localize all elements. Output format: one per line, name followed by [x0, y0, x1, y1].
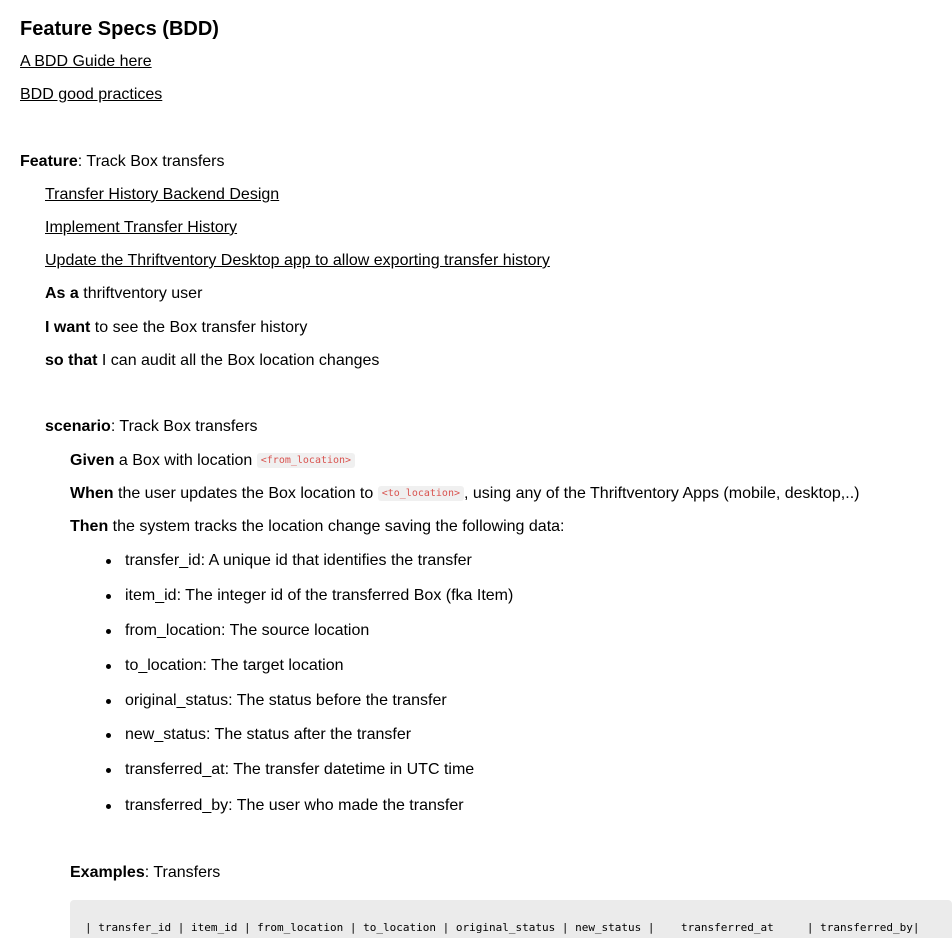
bullet-icon	[106, 559, 111, 564]
feature-heading	[20, 152, 225, 172]
bullet-icon	[106, 804, 111, 809]
implement-transfer-history-link[interactable]: Implement Transfer History	[45, 219, 238, 236]
examples-name: : Transfers	[144, 864, 221, 881]
bdd-guide-link[interactable]: A BDD Guide here	[20, 53, 152, 70]
when-keyword: When	[70, 485, 114, 502]
list-item-text: transfer_id: A unique id that identifies the transfer	[125, 552, 472, 569]
when-step	[70, 484, 859, 506]
list-item-text: original_status: The status before the transfer	[125, 692, 447, 709]
as-a-keyword: As a	[45, 285, 79, 302]
so-that-line	[45, 351, 379, 371]
i-want-line	[45, 318, 307, 338]
bullet-icon	[106, 699, 111, 704]
examples-table-codeblock	[70, 900, 952, 938]
when-tail: , using any of the Thriftventory Apps (mobile, desktop,..)	[464, 485, 860, 502]
bullet-icon	[106, 594, 111, 599]
so-that-keyword: so that	[45, 352, 98, 369]
to-location-code: <to_location>	[378, 486, 464, 501]
transfer-history-design-link[interactable]: Transfer History Backend Design	[45, 186, 280, 203]
list-item-text: transferred_by: The user who made the transfer	[125, 797, 464, 814]
as-a-line	[45, 284, 202, 304]
i-want-keyword: I want	[45, 319, 91, 336]
scenario-name: : Track Box transfers	[110, 418, 258, 435]
then-keyword: Then	[70, 518, 109, 535]
scenario-keyword: scenario	[45, 418, 111, 435]
then-step	[70, 517, 564, 537]
given-step	[70, 451, 355, 473]
page-title: Feature Specs (BDD)	[20, 18, 219, 40]
then-text: the system tracks the location change saving the following data:	[108, 518, 565, 535]
feature-name: : Track Box transfers	[77, 153, 225, 170]
given-text: a Box with location	[114, 452, 257, 469]
given-keyword: Given	[70, 452, 115, 469]
list-item-text: from_location: The source location	[125, 622, 370, 639]
so-that-text: I can audit all the Box location changes	[97, 352, 380, 369]
i-want-text: to see the Box transfer history	[90, 319, 308, 336]
as-a-text: thriftventory user	[78, 285, 203, 302]
examples-table-header: | transfer_id | item_id | from_location | to_location | original_status | new_status | transferred_at | transferred_by|	[85, 921, 920, 934]
list-item-text: new_status: The status after the transfer	[125, 726, 412, 743]
bdd-practices-link[interactable]: BDD good practices	[20, 86, 163, 103]
desktop-export-link[interactable]: Update the Thriftventory Desktop app to allow exporting transfer history	[45, 252, 550, 269]
list-item-text: to_location: The target location	[125, 657, 344, 674]
scenario-heading	[45, 417, 258, 437]
examples-heading	[70, 863, 220, 883]
from-location-code: <from_location>	[257, 453, 355, 468]
list-item-text: item_id: The integer id of the transferred Box (fka Item)	[125, 587, 514, 604]
bullet-icon	[106, 768, 111, 773]
bullet-icon	[106, 629, 111, 634]
bullet-icon	[106, 733, 111, 738]
bullet-icon	[106, 664, 111, 669]
feature-keyword: Feature	[20, 153, 78, 170]
examples-keyword: Examples	[70, 864, 145, 881]
when-text: the user updates the Box location to	[113, 485, 378, 502]
list-item-text: transferred_at: The transfer datetime in UTC time	[125, 761, 475, 778]
